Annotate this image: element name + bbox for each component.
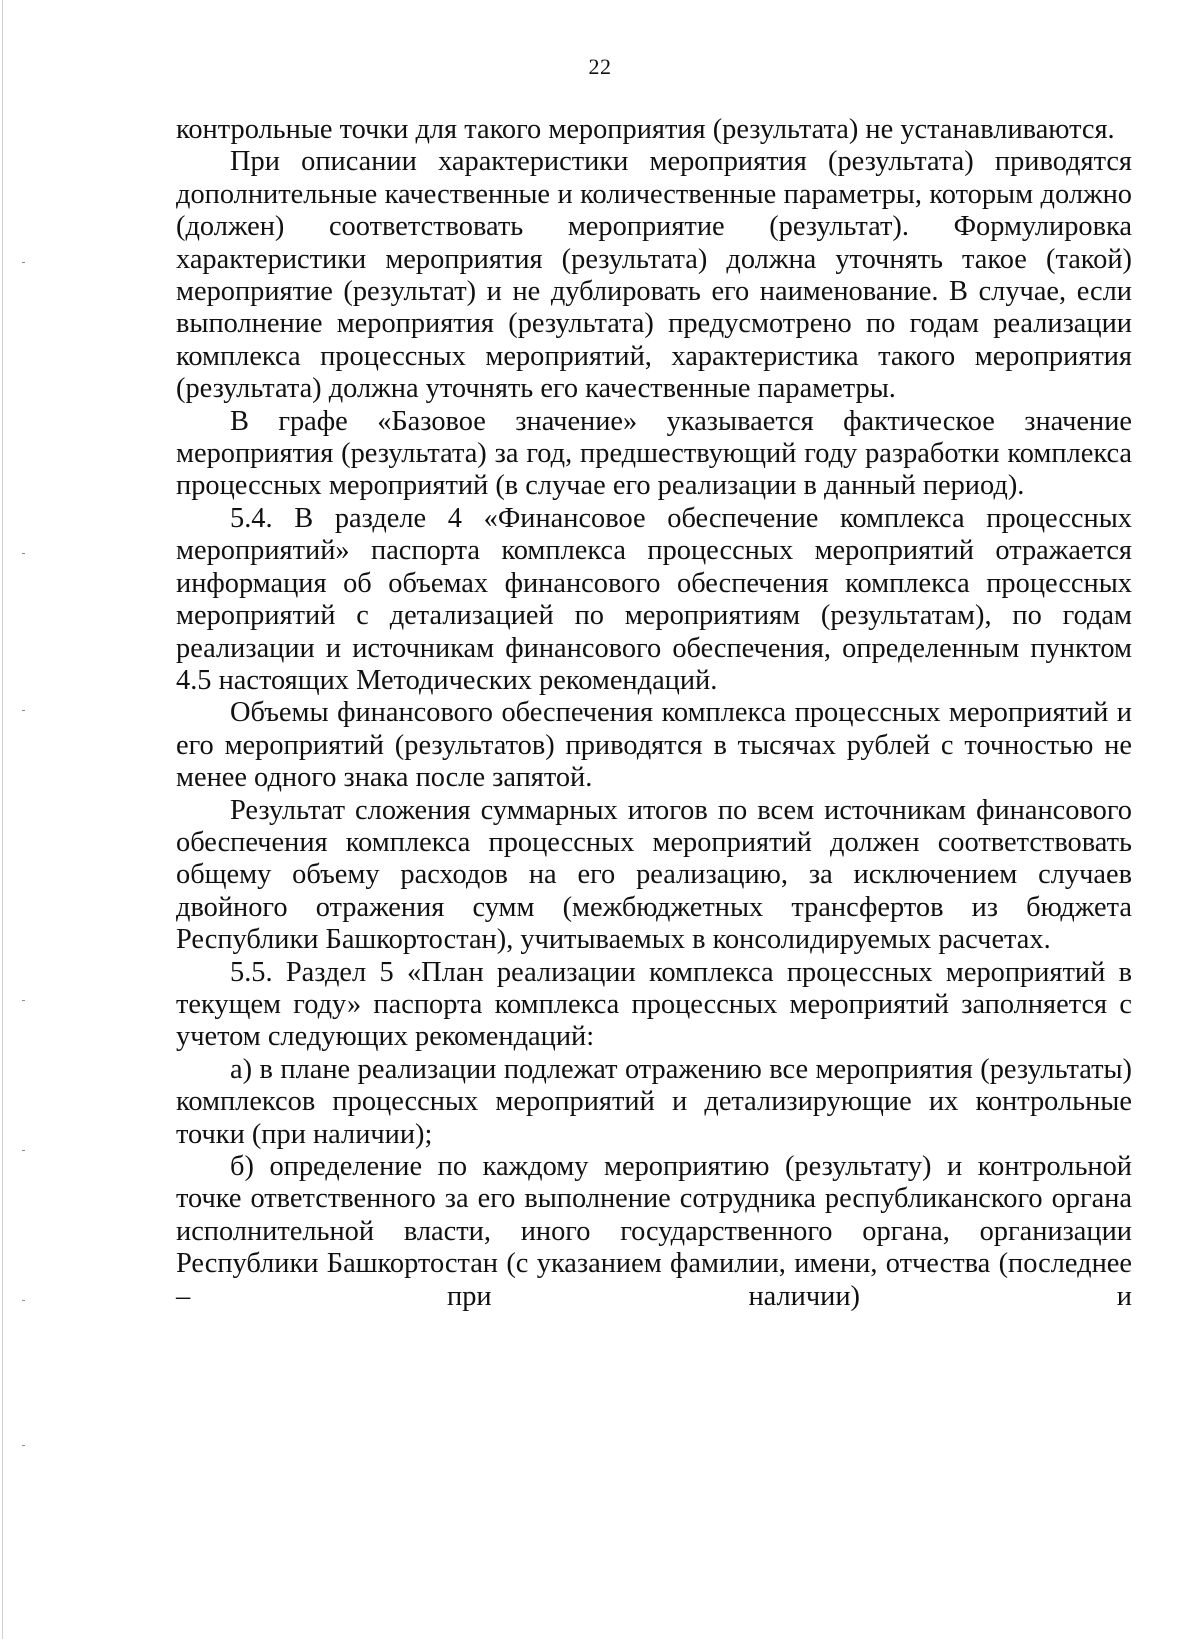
body-text bbox=[176, 114, 1132, 1313]
paragraph-base-value: В графе «Базовое значение» указывается фактическое значение мероприятия (результата) за год, предшествующий году разработки комплекса процессных мероприятий (в случае его реализации в данный период). bbox=[176, 405, 1132, 502]
paragraph-characteristic-description: При описании характеристики мероприятия (результата) приводятся дополнительные качественные и количественные параметры, которым должно (должен) соответствовать мероприятие (результат). Формулировка характеристики мероприятия (результата) должна уточнять такое (такой) мероприятие (результат) и не дублировать его наименование. В случае, если выполнение мероприятия (результата) предусмотрено по годам реализации комплекса процессных мероприятий, характеристика такого мероприятия (результата) должна уточнять его качественные параметры. bbox=[176, 146, 1132, 405]
scan-left-edge bbox=[2, 0, 3, 1639]
scan-mark bbox=[22, 1000, 25, 1001]
paragraph-section-5-5: 5.5. Раздел 5 «План реализации комплекса процессных мероприятий в текущем году» паспорта комплекса процессных мероприятий заполняется с учетом следующих рекомендаций: bbox=[176, 956, 1132, 1053]
paragraph-section-5-4: 5.4. В разделе 4 «Финансовое обеспечение комплекса процессных мероприятий» паспорта комплекса процессных мероприятий отражается информация об объемах финансового обеспечения комплекса процессных мероприятий с детализацией по мероприятиям (результатам), по годам реализации и источникам финансового обеспечения, определенным пунктом 4.5 настоящих Методических рекомендаций. bbox=[176, 502, 1132, 696]
paragraph-continuation: контрольные точки для такого мероприятия (результата) не устанавливаются. bbox=[176, 114, 1115, 145]
page-number: 22 bbox=[588, 54, 612, 79]
scan-mark bbox=[22, 1445, 25, 1446]
paragraph-financing-volumes: Объемы финансового обеспечения комплекса процессных мероприятий и его мероприятий (результатов) приводятся в тысячах рублей с точностью не менее одного знака после запятой. bbox=[176, 697, 1132, 794]
scan-mark bbox=[22, 710, 25, 711]
paragraph-summation-result: Результат сложения суммарных итогов по всем источникам финансового обеспечения комплекса процессных мероприятий должен соответствовать общему объему расходов на его реализацию, за исключением случаев двойного отражения сумм (межбюджетных трансфертов из бюджета Республики Башкортостан), учитываемых в консолидируемых расчетах. bbox=[176, 794, 1132, 956]
list-item-a: а) в плане реализации подлежат отражению все мероприятия (результаты) комплексов процессных мероприятий и детализирующие их контрольные точки (при наличии); bbox=[176, 1053, 1132, 1150]
scan-mark bbox=[22, 1300, 25, 1301]
scan-mark bbox=[22, 553, 25, 554]
scan-mark bbox=[22, 262, 25, 263]
list-item-b: б) определение по каждому мероприятию (результату) и контрольной точке ответственного за его выполнение сотрудника республиканского органа исполнительной власти, иного государственного органа, организации Республики Башкортостан (с указанием фамилии, имени, отчества (последнее – при наличии) и bbox=[176, 1151, 1132, 1312]
scan-mark bbox=[22, 1150, 25, 1151]
